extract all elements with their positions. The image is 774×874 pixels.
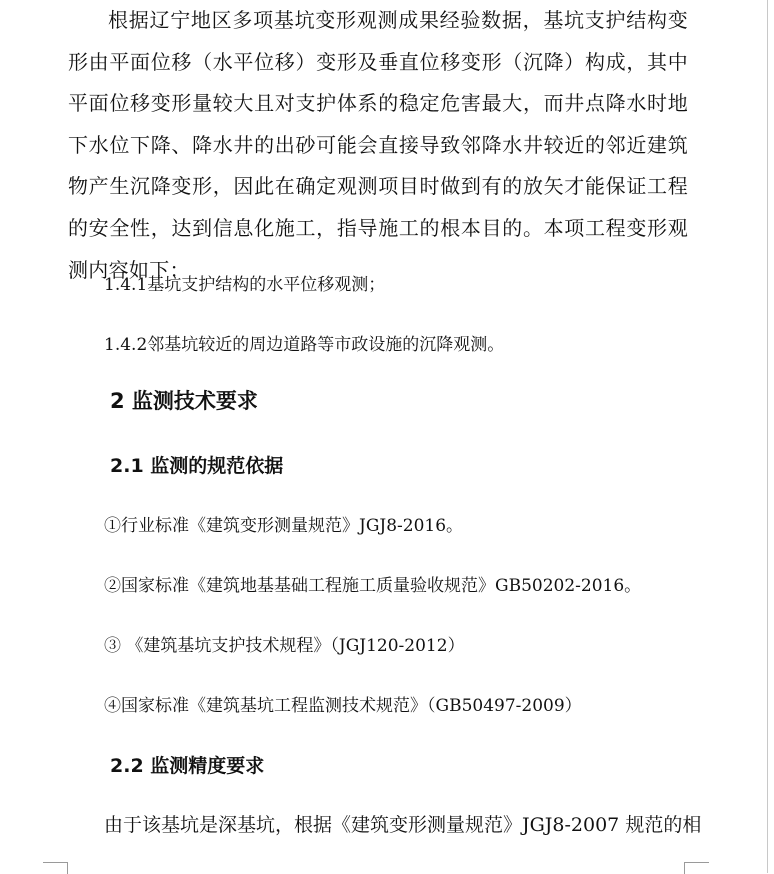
- reference-item: ④国家标准《建筑基坑工程监测技术规范》（GB50497-2009）: [104, 696, 582, 716]
- reference-item: ③ 《建筑基坑支护技术规程》（JGJ120-2012）: [104, 636, 465, 656]
- list-item: 1.4.1基坑支护结构的水平位移观测；: [104, 275, 386, 295]
- subsection-heading: 2.2 监测精度要求: [110, 755, 265, 777]
- page-corner-mark: [43, 862, 68, 874]
- section-heading: 2 监测技术要求: [110, 389, 258, 413]
- subsection-heading: 2.1 监测的规范依据: [110, 455, 284, 477]
- reference-item: ①行业标准《建筑变形测量规范》JGJ8-2016。: [104, 516, 464, 536]
- page-corner-mark: [684, 862, 709, 874]
- list-item: 1.4.2邻基坑较近的周边道路等市政设施的沉降观测。: [104, 335, 505, 355]
- reference-item: ②国家标准《建筑地基基础工程施工质量验收规范》GB50202-2016。: [104, 576, 642, 596]
- page-edge-line: [767, 0, 768, 873]
- intro-paragraph: 根据辽宁地区多项基坑变形观测成果经验数据，基坑支护结构变形由平面位移（水平位移）变形及垂直位移变形（沉降）构成，其中平面位移变形量较大且对支护体系的稳定危害最大，而井点降水时地下水位下降、降水井的出砂可能会直接导致邻降水井较近的邻近建筑物产生沉降变形，因此在确定观测项目时做到有的放矢才能保证工程的安全性，达到信息化施工，指导施工的根本目的。本项工程变形观测内容如下：: [68, 8, 688, 282]
- paragraph-line: 由于该基坑是深基坑，根据《建筑变形测量规范》JGJ8-2007 规范的相: [104, 814, 702, 836]
